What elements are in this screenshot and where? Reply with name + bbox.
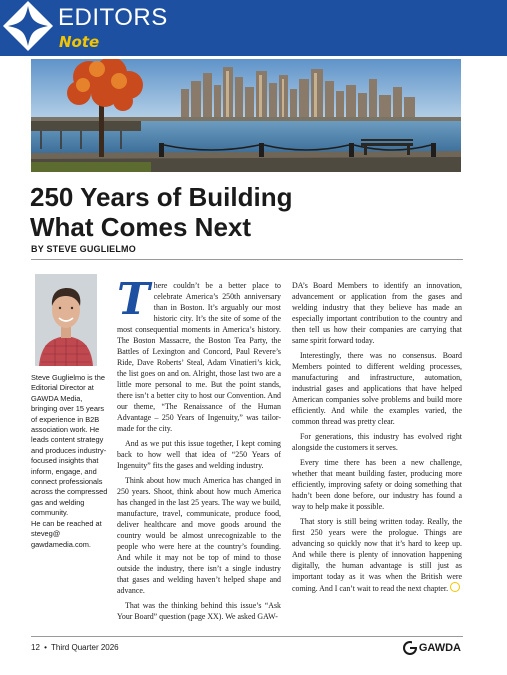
article-column-1 [117, 274, 281, 626]
folio-separator: • [44, 643, 47, 652]
article-column-2 [292, 280, 462, 598]
four-point-star-logo-icon [2, 0, 54, 52]
article-paragraph-text: That story is still being written today. Really, the first 250 years were the prologue. Things are advancing so quickly now that it’s hard to keep up. And while there is plenty of innovation happening digitally, the human advantage is still just as important today as it was when the British were coming. And I can’t wait to read the next chapter. [292, 517, 462, 593]
footer-divider [31, 636, 463, 637]
headline-divider [31, 259, 463, 260]
section-subtitle: Note [59, 33, 100, 51]
article-paragraph: DA’s Board Members to identify an innovation, advancement or application from the gases and welding industry that they believe has made an especially important contribution to the country and then tell us how their companies are carrying that same spirit forward today. [292, 281, 462, 345]
section-title: EDITORS [58, 4, 168, 31]
author-headshot-icon [35, 274, 97, 366]
article-paragraph [117, 274, 281, 434]
end-mark-icon [450, 582, 460, 592]
publisher-brand [403, 641, 461, 655]
issue-label: Third Quarter 2026 [51, 643, 119, 652]
editors-note-banner [0, 0, 507, 56]
city-skyline-harbor-photo-icon [31, 59, 461, 172]
drop-cap: T [117, 274, 150, 325]
author-contact: He can be reached at steveg@ gawdamedia.com. [31, 518, 102, 549]
article-paragraph: For generations, this industry has evolved right alongside the customers it serves. [292, 432, 462, 452]
page-number: 12 [31, 643, 40, 652]
article-paragraph-text: here couldn’t be a better place to celebrate America’s 250th anniversary than in Boston. It’s arguably our most historic city. It’s the site of some of the most consequential moments in America’s history. The Boston Massacre, the Boston Tea Party, the Battles of Lexington and Concord, Paul Revere’s Ride, Dave Roberts’ Steal, Adam Vinatieri’s kick, the list goes on and on. Alright, those last two are a little more personal to me. But the point stands, there isn’t a better city to host our Convention. And our theme, “The Renaissance of the Human Advantage – 250 Years of Ingenuity,” was tailor-made for the city. [117, 281, 281, 433]
author-bio [31, 373, 109, 550]
article-paragraph [292, 516, 462, 594]
page-folio [31, 643, 119, 652]
article-headline: 250 Years of Building What Comes Next [30, 182, 293, 242]
author-bio-text: Steve Guglielmo is the Editorial Director at GAWDA Media, bringing over 15 years of experience in B2B association work. He leads content strategy and produces industry-focused insights that inform, engage, and connect professionals across the compressed gas and welding community. [31, 373, 108, 518]
article-paragraph: That was the thinking behind this issue’s “Ask Your Board” question (page XX). We asked GAW- [117, 601, 281, 621]
brand-name: GAWDA [418, 642, 461, 654]
gawda-g-logo-icon [403, 641, 417, 655]
article-paragraph: Think about how much America has changed in 250 years. Shoot, think about how much America has changed in the last 25 years. The way we build, manufacture, travel, communicate, produce food, deliver healthcare and move goods around the country would be almost unrecognizable to the people who were here at the country’s founding. And while it may not be top of mind to those outside the industry, there isn’t a single industry that gases and welding haven’t helped shape and advance. [117, 476, 281, 595]
article-paragraph: And as we put this issue together, I kept coming back to how well that idea of “250 Years of Ingenuity” fits the gases and welding industry. [117, 439, 281, 470]
article-paragraph: Every time there has been a new challenge, whether that meant building faster, producing more efficiently, improving safety or doing something that hadn’t been done before, our industry has found a way to help make it possible. [292, 458, 462, 511]
byline: BY STEVE GUGLIELMO [31, 244, 136, 254]
article-paragraph: Interestingly, there was no consensus. Board Members pointed to different welding processes, manufacturing and infrastructure, automation, industrial gases and applications that have helped American companies solve problems and build more efficiently. And while the examples varied, the common thread was pretty clear. [292, 351, 462, 426]
